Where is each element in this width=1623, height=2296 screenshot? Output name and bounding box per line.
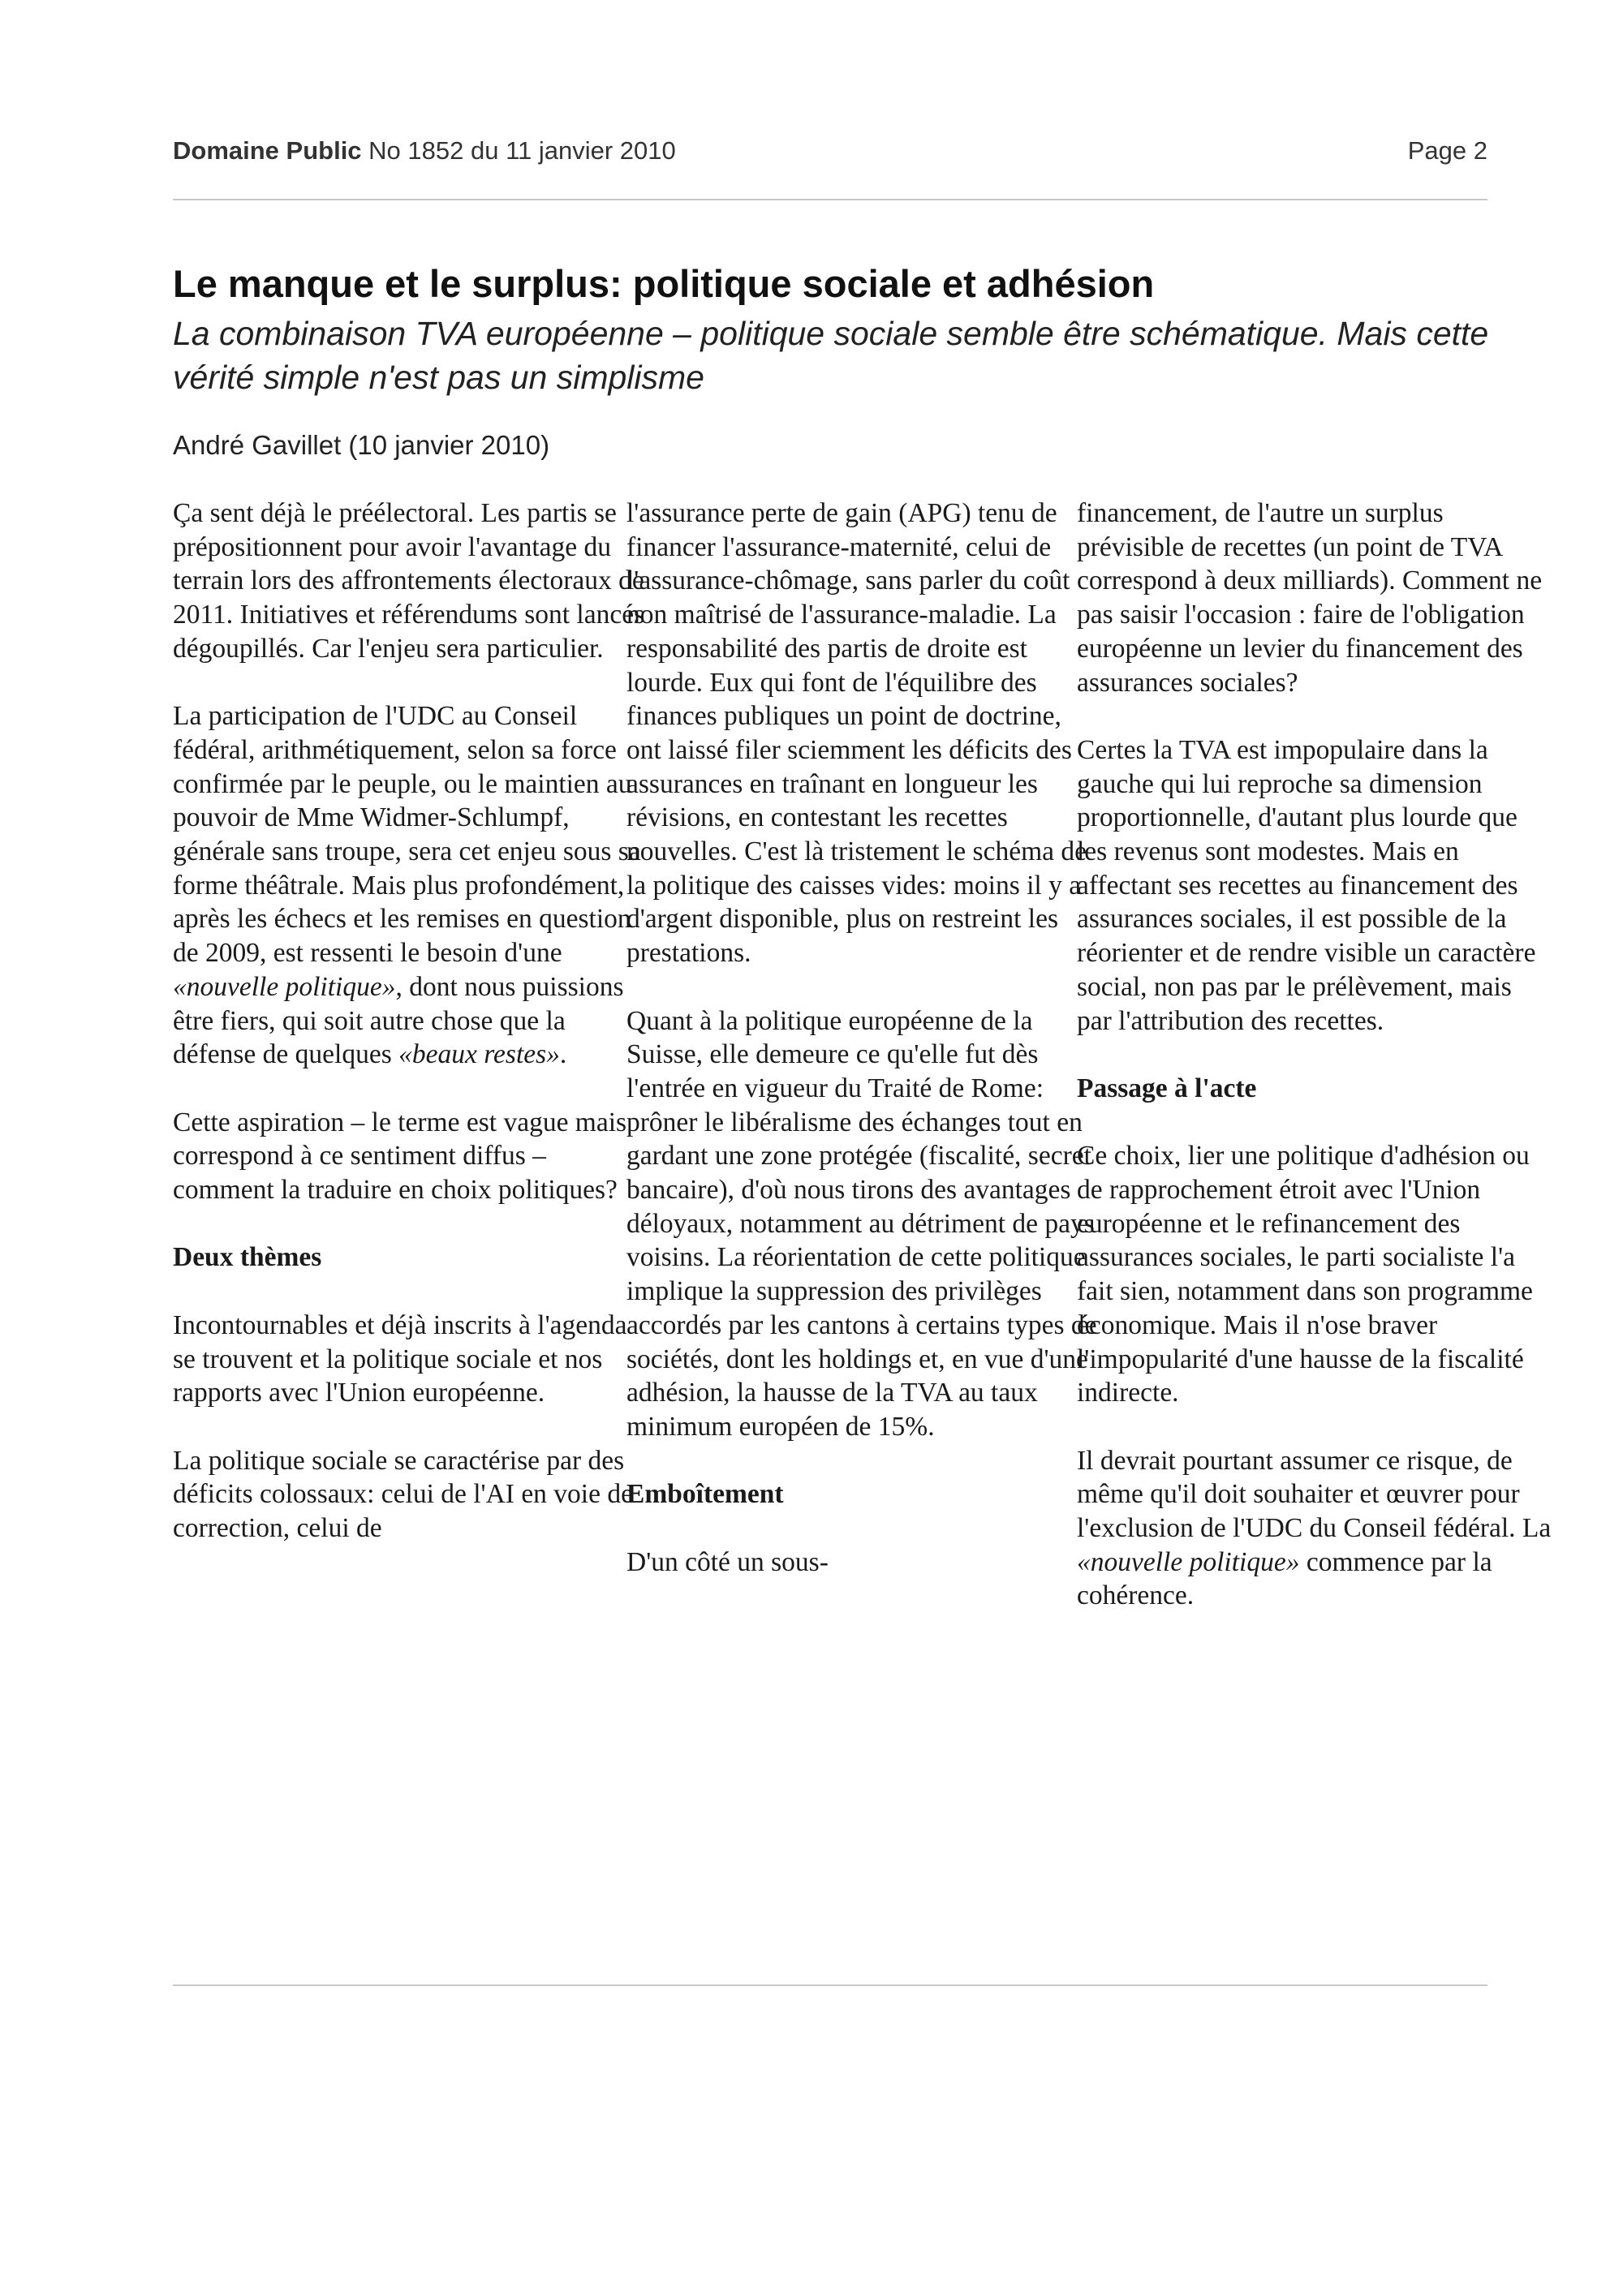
paragraph: Ce choix, lier une politique d'adhésion ou de rapprochement étroit avec l'Union européenne et le refinancement des assurances sociales, le parti socialiste l'a fait sien, notamment dans son programme économique. Mais il n'ose braver l'impopularité d'une hausse de la fiscalité indirecte. xyxy=(1077,1141,1533,1408)
paragraph: l'assurance perte de gain (APG) tenu de financer l'assurance-maternité, celui de l'assurance-chômage, sans parler du coût non maîtrisé de l'assurance-maladie. La responsabilité des partis de droite est lourde. Eux qui font de l'équilibre des finances publiques un point de doctrine, ont laissé filer sciemment les déficits des assurances en traînant en longueur les révisions, en contestant les recettes nouvelles. C'est là tristement le schéma de la politique des caisses vides: moins il y a d'argent disponible, plus on restreint les prestations. xyxy=(626,498,1087,969)
page-number: Page 2 xyxy=(1407,136,1487,165)
paragraph: Quant à la politique européenne de la Suisse, elle demeure ce qu'elle fut dès l'entrée en vigueur du Traité de Rome: prôner le libéralisme des échanges tout en gardant une zone protégée (fiscalité, secret bancaire), d'où nous tirons des avantages déloyaux, notamment au détriment de pays voisins. La réorientation de cette politique implique la suppression des privilèges accordés par les cantons à certains types de sociétés, dont les holdings et, en vue d'une adhésion, la hausse de la TVA au taux minimum européen de 15%. xyxy=(626,1005,1097,1442)
issue-info: No 1852 du 11 janvier 2010 xyxy=(368,136,676,165)
paragraph: financement, de l'autre un surplus prévisible de recettes (un point de TVA correspond à deux milliards). Comment ne pas saisir l'occasion : faire de l'obligation européenne un levier du financement des assurances sociales? xyxy=(1077,498,1543,698)
quote: «nouvelle politique» xyxy=(1077,1546,1300,1577)
text-column-3 xyxy=(1077,497,1552,1613)
paragraph: Ça sent déjà le préélectoral. Les partis se prépositionnent pour avoir l'avantage du terrain lors des affrontements électoraux de 2011. Initiatives et référendums sont lancés dégoupillés. Car l'enjeu sera particulier. xyxy=(173,498,645,664)
paragraph: D'un côté un sous- xyxy=(626,1546,829,1577)
article-title: Le manque et le surplus: politique sociale et adhésion xyxy=(173,262,1155,305)
header-divider xyxy=(173,199,1487,200)
paragraph: La politique sociale se caractérise par des déficits colossaux: celui de l'AI en voie de correction, celui de xyxy=(173,1445,633,1544)
page-header xyxy=(173,136,1487,169)
article-subtitle: La combinaison TVA européenne – politique sociale semble être schématique. Mais cette vérité simple n'est pas un simplisme xyxy=(173,315,1489,396)
publication-name: Domaine Public xyxy=(173,136,362,165)
paragraph: Incontournables et déjà inscrits à l'agenda se trouvent et la politique sociale et nos rapports avec l'Union européenne. xyxy=(173,1309,627,1408)
text-column-1 xyxy=(173,497,648,1546)
article-byline: André Gavillet (10 janvier 2010) xyxy=(173,430,550,460)
quote: «nouvelle politique» xyxy=(173,971,396,1002)
paragraph: Certes la TVA est impopulaire dans la gauche qui lui reproche sa dimension proportionnelle, d'autant plus lourde que les revenus sont modestes. Mais en affectant ses recettes au financement des assurances sociales, il est possible de la réorienter et de rendre visible un caractère social, non pas par le prélèvement, mais par l'attribution des recettes. xyxy=(1077,734,1536,1036)
paragraph: La participation de l'UDC au Conseil fédéral, arithmétiquement, selon sa force confirmée par le peuple, ou le maintien au pouvoir de Mme Widmer-Schlumpf, générale sans troupe, sera cet enjeu sous sa forme théâtrale. Mais plus profondément, après les échecs et les remises en question de 2009, est ressenti le besoin d'une «nouvelle politique», dont nous puissions être fiers, qui soit autre chose que la défense de quelques «beaux restes». xyxy=(173,701,641,1070)
paragraph: Cette aspiration – le terme est vague mais correspond à ce sentiment diffus – comment la traduire en choix politiques? xyxy=(173,1107,627,1206)
section-heading: Emboîtement xyxy=(626,1479,784,1510)
text-column-2 xyxy=(626,497,1101,1579)
section-heading: Deux thèmes xyxy=(173,1242,322,1273)
footer-divider xyxy=(173,1984,1487,1986)
quote: «beaux restes» xyxy=(398,1039,560,1070)
paragraph: Il devrait pourtant assumer ce risque, de même qu'il doit souhaiter et œuvrer pour l'exclusion de l'UDC du Conseil fédéral. La «nouvelle politique» commence par la cohérence. xyxy=(1077,1445,1552,1611)
section-heading: Passage à l'acte xyxy=(1077,1073,1257,1103)
